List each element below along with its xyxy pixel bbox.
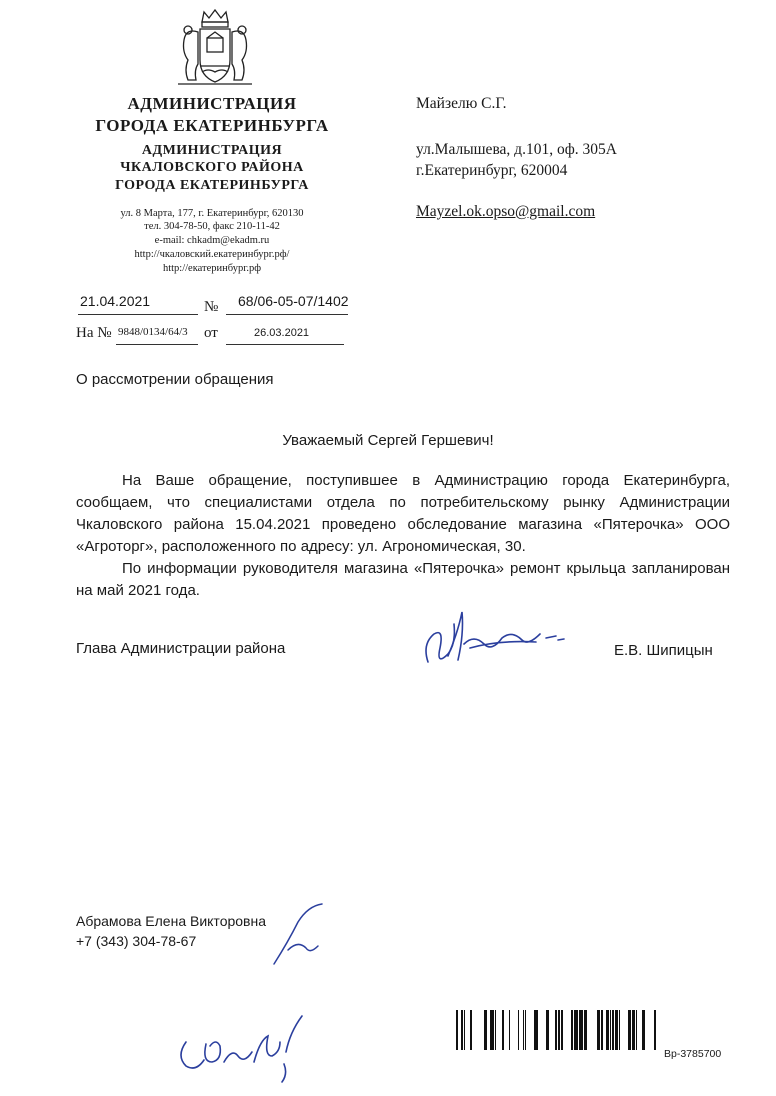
barcode-bar	[610, 1010, 611, 1050]
barcode-bar	[461, 1010, 463, 1050]
barcode-bar	[525, 1010, 526, 1050]
barcode-bar	[509, 1010, 510, 1050]
barcode-bar	[579, 1010, 583, 1050]
barcode-bar	[484, 1010, 487, 1050]
phone-fax-line: тел. 304-78-50, факс 210-11-42	[144, 221, 280, 232]
barcode-bar	[612, 1010, 614, 1050]
email-line: e-mail: chkadm@ekadm.ru	[154, 235, 270, 246]
barcode-bar	[628, 1010, 631, 1050]
bottom-signature-mark	[176, 1012, 306, 1084]
district-admin-title-line3: ГОРОДА ЕКАТЕРИНБУРГА	[115, 178, 309, 193]
letter-subject: О рассмотрении обращения	[76, 371, 274, 388]
barcode-bar	[495, 1010, 496, 1050]
incoming-number: 9848/0134/64/3	[118, 326, 188, 338]
outgoing-date-underline	[78, 314, 198, 315]
outgoing-number: 68/06-05-07/1402	[238, 293, 349, 309]
outgoing-date: 21.04.2021	[80, 293, 151, 309]
head-signature-mark	[418, 604, 568, 674]
district-admin-title-line2: ЧКАЛОВСКОГО РАЙОНА	[120, 160, 304, 175]
barcode-bar	[518, 1010, 519, 1050]
barcode-bar	[523, 1010, 524, 1050]
barcode-bar	[615, 1010, 618, 1050]
signatory-position: Глава Администрации района	[76, 640, 286, 657]
barcode-bar	[558, 1010, 560, 1050]
from-label: от	[204, 325, 218, 341]
barcode-bar	[555, 1010, 557, 1050]
body-paragraph: На Ваше обращение, поступившее в Администрацию города Екатеринбурга, сообщаем, что специалистами отдела по потребительскому рынку Администрации Чкаловского района 15.04.2021 проведено обследование магазина «Пятерочка» ООО «Агроторг», расположенного по адресу: ул. Агрономическая, 30.	[76, 472, 730, 555]
barcode-bar	[574, 1010, 578, 1050]
barcode-bar	[456, 1010, 458, 1050]
district-website-line: http://чкаловский.екатеринбург.рф/	[134, 249, 290, 260]
barcode-bar	[636, 1010, 637, 1050]
address-line: ул. 8 Марта, 177, г. Екатеринбург, 620130	[120, 208, 304, 219]
incoming-date: 26.03.2021	[254, 327, 310, 339]
number-sign: №	[204, 299, 219, 315]
barcode-bar	[642, 1010, 645, 1050]
barcode-bar	[654, 1010, 656, 1050]
barcode-bar	[464, 1010, 465, 1050]
city-admin-title-line2: ГОРОДА ЕКАТЕРИНБУРГА	[95, 116, 329, 135]
incoming-number-underline	[116, 344, 198, 345]
executor-phone: +7 (343) 304-78-67	[76, 933, 197, 949]
barcode-bar	[561, 1010, 563, 1050]
coat-of-arms-emblem	[174, 8, 256, 90]
recipient-email[interactable]: Mayzel.ok.opso@gmail.com	[416, 203, 596, 220]
barcode-bar	[606, 1010, 609, 1050]
barcode-bar	[619, 1010, 620, 1050]
recipient-name: Майзелю С.Г.	[416, 95, 507, 112]
barcode-bar	[490, 1010, 494, 1050]
registration-code: Вр-3785700	[664, 1048, 722, 1060]
barcode-bar	[584, 1010, 587, 1050]
recipient-street: ул.Малышева, д.101, оф. 305А	[416, 141, 617, 158]
barcode-bar	[597, 1010, 600, 1050]
city-admin-title-line1: АДМИНИСТРАЦИЯ	[127, 94, 297, 113]
barcode	[456, 1010, 660, 1050]
barcode-bar	[502, 1010, 504, 1050]
recipient-city: г.Екатеринбург, 620004	[416, 162, 568, 179]
barcode-bar	[632, 1010, 635, 1050]
city-website-line: http://екатеринбург.рф	[162, 263, 262, 274]
barcode-bar	[534, 1010, 538, 1050]
barcode-bar	[470, 1010, 472, 1050]
barcode-bar	[571, 1010, 573, 1050]
outgoing-number-underline	[226, 314, 348, 315]
greeting: Уважаемый Сергей Гершевич!	[282, 432, 494, 449]
barcode-bar	[601, 1010, 603, 1050]
barcode-bar	[546, 1010, 549, 1050]
body-paragraph: По информации руководителя магазина «Пятерочка» ремонт крыльца запланирован на май 2021 года.	[76, 560, 730, 599]
signatory-name: Е.В. Шипицын	[614, 642, 713, 659]
executor-initials-mark	[268, 902, 328, 972]
district-admin-title-line1: АДМИНИСТРАЦИЯ	[141, 143, 283, 158]
incoming-date-underline	[226, 344, 344, 345]
incoming-prefix: На №	[76, 325, 112, 341]
executor-name: Абрамова Елена Викторовна	[76, 913, 267, 929]
